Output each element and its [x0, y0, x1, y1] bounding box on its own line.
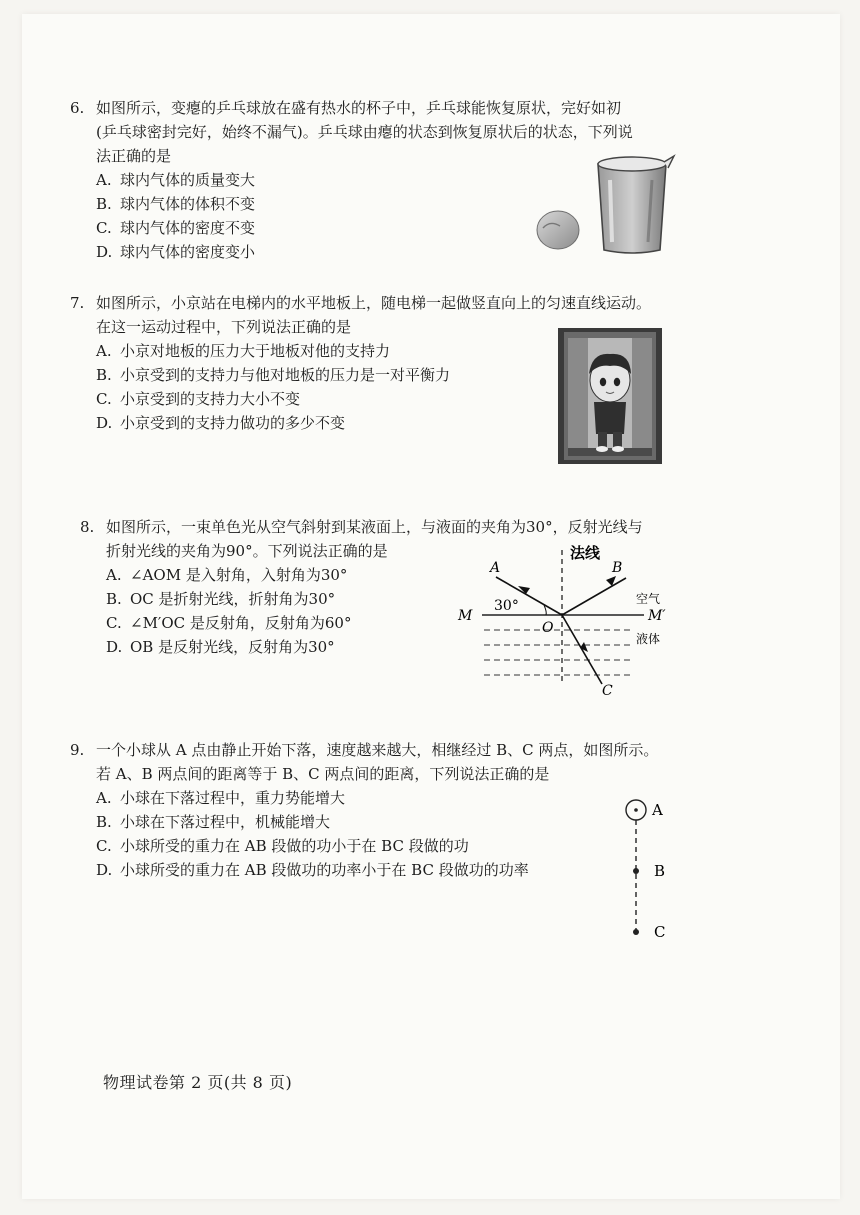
option-d[interactable]: D. 小球所受的重力在 AB 段做功的功率小于在 BC 段做功的功率	[96, 861, 529, 879]
elevator-figure	[558, 328, 662, 464]
question-stem-line: 一个小球从 A 点由静止开始下落，速度越来越大，相继经过 B、C 两点，如图所示。	[96, 741, 659, 759]
question-number: 7.	[70, 294, 85, 312]
page-footer: 物理试卷第 2 页(共 8 页)	[103, 1073, 293, 1092]
option-d[interactable]: D. 小京受到的支持力做功的多少不变	[96, 414, 346, 432]
optics-figure	[452, 540, 692, 700]
question-stem-line: 法正确的是	[96, 147, 172, 165]
question-stem-line: 在这一运动过程中，下列说法正确的是	[96, 318, 352, 336]
option-c[interactable]: C. 小京受到的支持力大小不变	[96, 390, 301, 408]
falling-ball-figure	[618, 796, 678, 946]
label-a: A	[490, 560, 501, 576]
option-b[interactable]: B. 球内气体的体积不变	[96, 195, 256, 213]
angle-label: 30°	[494, 598, 519, 614]
label-m: M	[458, 608, 473, 624]
option-a[interactable]: A. 球内气体的质量变大	[96, 171, 256, 189]
refracted-ray	[562, 615, 602, 684]
option-a[interactable]: A. 小京对地板的压力大于地板对他的支持力	[96, 342, 391, 360]
label-m-prime: M′	[648, 608, 666, 624]
question-stem-line: 折射光线的夹角为90°。下列说法正确的是	[106, 542, 388, 560]
question-number: 8.	[80, 518, 95, 536]
question-stem-line: 若 A、B 两点间的距离等于 B、C 两点间的距离，下列说法正确的是	[96, 765, 550, 783]
normal-label: 法线	[570, 544, 601, 562]
question-number: 6.	[70, 99, 85, 117]
pingpong-cup-figure	[528, 150, 688, 260]
elevator-door-left	[568, 338, 588, 456]
option-a[interactable]: A. ∠AOM 是入射角，入射角为30°	[106, 566, 348, 584]
option-b[interactable]: B. 小京受到的支持力与他对地板的压力是一对平衡力	[96, 366, 451, 384]
option-b[interactable]: B. OC 是折射光线，折射角为30°	[106, 590, 336, 608]
label-b: B	[612, 560, 623, 576]
question-stem-line: 如图所示，变瘪的乒乓球放在盛有热水的杯子中，乒乓球能恢复原状，完好如初	[96, 99, 622, 117]
point-c	[633, 929, 639, 935]
liquid-label: 液体	[636, 632, 661, 646]
option-d[interactable]: D. 球内气体的密度变小	[96, 243, 256, 261]
liquid-region	[484, 630, 634, 675]
point-b	[633, 868, 639, 874]
dented-pingpong-ball	[537, 211, 579, 249]
elevator-door-right	[632, 338, 652, 456]
reflected-ray	[562, 578, 626, 615]
question-stem-line: 如图所示，小京站在电梯内的水平地板上，随电梯一起做竖直向上的匀速直线运动。	[96, 294, 652, 312]
glass-cup	[598, 164, 666, 253]
label-b: B	[654, 862, 666, 880]
question-stem-line: (乒乓球密封完好，始终不漏气)。乒乓球由瘪的状态到恢复原状后的状态，下列说	[96, 123, 633, 141]
label-a: A	[652, 801, 663, 819]
label-o: O	[542, 620, 554, 636]
option-c[interactable]: C. 球内气体的密度不变	[96, 219, 256, 237]
question-number: 9.	[70, 741, 85, 759]
option-d[interactable]: D. OB 是反射光线，反射角为30°	[106, 638, 335, 656]
air-label: 空气	[636, 592, 661, 606]
question-stem-line: 如图所示，一束单色光从空气斜射到某液面上，与液面的夹角为30°，反射光线与	[106, 518, 643, 536]
elevator-floor	[568, 448, 652, 456]
option-c[interactable]: C. 小球所受的重力在 AB 段做的功小于在 BC 段做的功	[96, 837, 469, 855]
label-c: C	[654, 923, 666, 941]
option-c[interactable]: C. ∠M′OC 是反射角，反射角为60°	[106, 614, 352, 632]
option-b[interactable]: B. 小球在下落过程中，机械能增大	[96, 813, 331, 831]
label-c: C	[602, 683, 613, 699]
option-a[interactable]: A. 小球在下落过程中，重力势能增大	[96, 789, 346, 807]
